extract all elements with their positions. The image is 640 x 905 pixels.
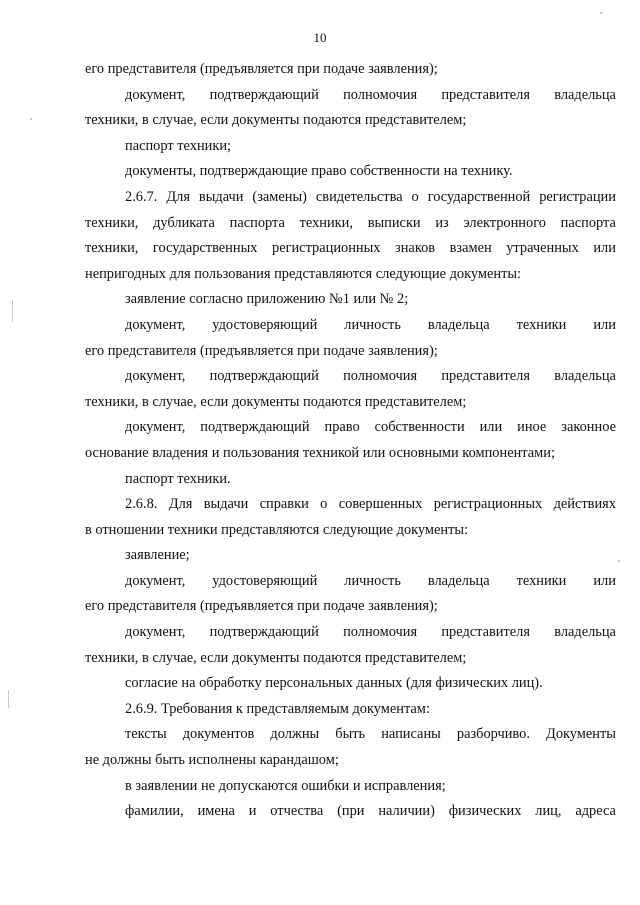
word: или [593,316,616,333]
word: отчества [270,803,324,820]
word: документ, [125,86,186,103]
word: из [435,214,449,231]
word: документ, [125,624,186,641]
word: регистрации [539,188,616,205]
document-body [85,57,616,825]
text-line: заявление согласно приложению №1 или № 2; [125,291,409,308]
text-line: документы, подтверждающие право собственности на технику. [125,163,513,180]
word: удостоверяющий [212,572,318,589]
text-line: не должны быть исполнены карандашом; [85,752,339,769]
word: (замены) [252,188,307,205]
word: техники, [299,214,353,231]
scan-artifact-dot [600,12,602,14]
word: или [479,419,503,436]
word: удостоверяющий [212,316,318,333]
word: владельца [554,86,616,103]
word: подтверждающий [209,86,319,103]
text-line: его представителя (предъявляется при подаче заявления); [85,61,438,77]
word: регистрационных [272,240,381,257]
text-line: непригодных для пользования представляются следующие документы: [85,265,522,282]
word: о [320,496,328,513]
text-line [85,492,616,518]
word: или [593,240,616,257]
page-number: 10 [313,30,327,45]
word: собственности [374,419,465,436]
word: техники, [85,214,139,231]
word: Для [168,496,193,513]
text-line [85,620,616,646]
word: документ, [125,419,186,436]
word: право [324,419,360,436]
word: наличии) [378,803,435,820]
word: физических [448,803,522,820]
word: (при [337,803,365,820]
word: тексты [125,726,167,743]
text-line: его представителя (предъявляется при подаче заявления); [85,342,438,359]
word: выдачи [203,496,249,513]
word: действиях [553,496,616,513]
text-line [85,236,616,262]
scan-artifact-dot [30,118,32,120]
text-line: паспорт техники. [125,470,231,487]
word: документ, [125,572,186,589]
scan-artifact-line [12,300,13,322]
text-line [85,83,616,109]
word: техники [516,572,567,589]
text-line [85,364,616,390]
text-line [85,313,616,339]
text-line: 2.6.9. Требования к представляемым документам: [125,700,430,717]
word: паспорта [229,214,285,231]
word: о [411,188,419,205]
word: регистрационных [433,496,543,513]
word: владельца [554,624,616,641]
word: Документы [546,726,616,743]
word: законное [561,419,616,436]
word: и [248,803,257,820]
word: техники [516,316,567,333]
text-line: его представителя (предъявляется при подаче заявления); [85,598,438,615]
word: выписки [367,214,421,231]
word: совершенных [338,496,423,513]
text-line [85,185,616,211]
word: документ, [125,316,186,333]
scan-artifact-dot [618,560,620,562]
word: 2.6.7. [125,188,158,205]
text-line: заявление; [125,547,190,564]
word: имена [197,803,235,820]
word: взамен [449,240,492,257]
word: или [593,572,616,589]
text-line [85,799,616,825]
text-line [85,722,616,748]
word: подтверждающий [209,368,319,385]
word: иное [517,419,547,436]
text-line: техники, в случае, если документы подаются представителем; [85,393,467,410]
word: адреса [575,803,616,820]
word: техники, [85,240,139,257]
word: электронного [463,214,546,231]
word: 2.6.8. [125,496,158,513]
word: Для [166,188,190,205]
text-line: в отношении техники представляются следующие документы: [85,521,469,538]
text-line: согласие на обработку персональных данных (для физических лиц). [125,675,543,692]
word: владельца [427,572,490,589]
word: представителя [441,624,530,641]
word: разборчиво. [456,726,530,743]
text-line: паспорт техники; [125,137,232,154]
word: подтверждающий [200,419,310,436]
text-line [85,569,616,595]
text-line: в заявлении не допускаются ошибки и исправления; [125,777,446,794]
word: быть [335,726,366,743]
word: личность [344,316,401,333]
word: документ, [125,368,186,385]
text-line: основание владения и пользования техникой или основными компонентами; [85,444,555,461]
word: утраченных [506,240,579,257]
word: полномочия [343,368,418,385]
word: представителя [441,86,530,103]
word: свидетельства [315,188,403,205]
word: написаны [381,726,441,743]
word: выдачи [198,188,244,205]
word: дубликата [153,214,215,231]
word: паспорта [560,214,616,231]
scan-artifact-line [8,690,9,708]
word: государственных [152,240,258,257]
word: полномочия [343,86,418,103]
text-line [85,415,616,441]
word: документов [182,726,255,743]
word: подтверждающий [209,624,319,641]
text-line [85,211,616,237]
word: лиц, [535,803,562,820]
text-line: техники, в случае, если документы подаются представителем; [85,112,467,129]
word: фамилии, [125,803,184,820]
word: должны [270,726,320,743]
text-line: техники, в случае, если документы подаются представителем; [85,649,467,666]
word: владельца [554,368,616,385]
word: государственной [427,188,531,205]
word: полномочия [343,624,418,641]
word: знаков [395,240,436,257]
word: владельца [427,316,490,333]
word: справки [259,496,309,513]
word: личность [344,572,401,589]
word: представителя [441,368,530,385]
